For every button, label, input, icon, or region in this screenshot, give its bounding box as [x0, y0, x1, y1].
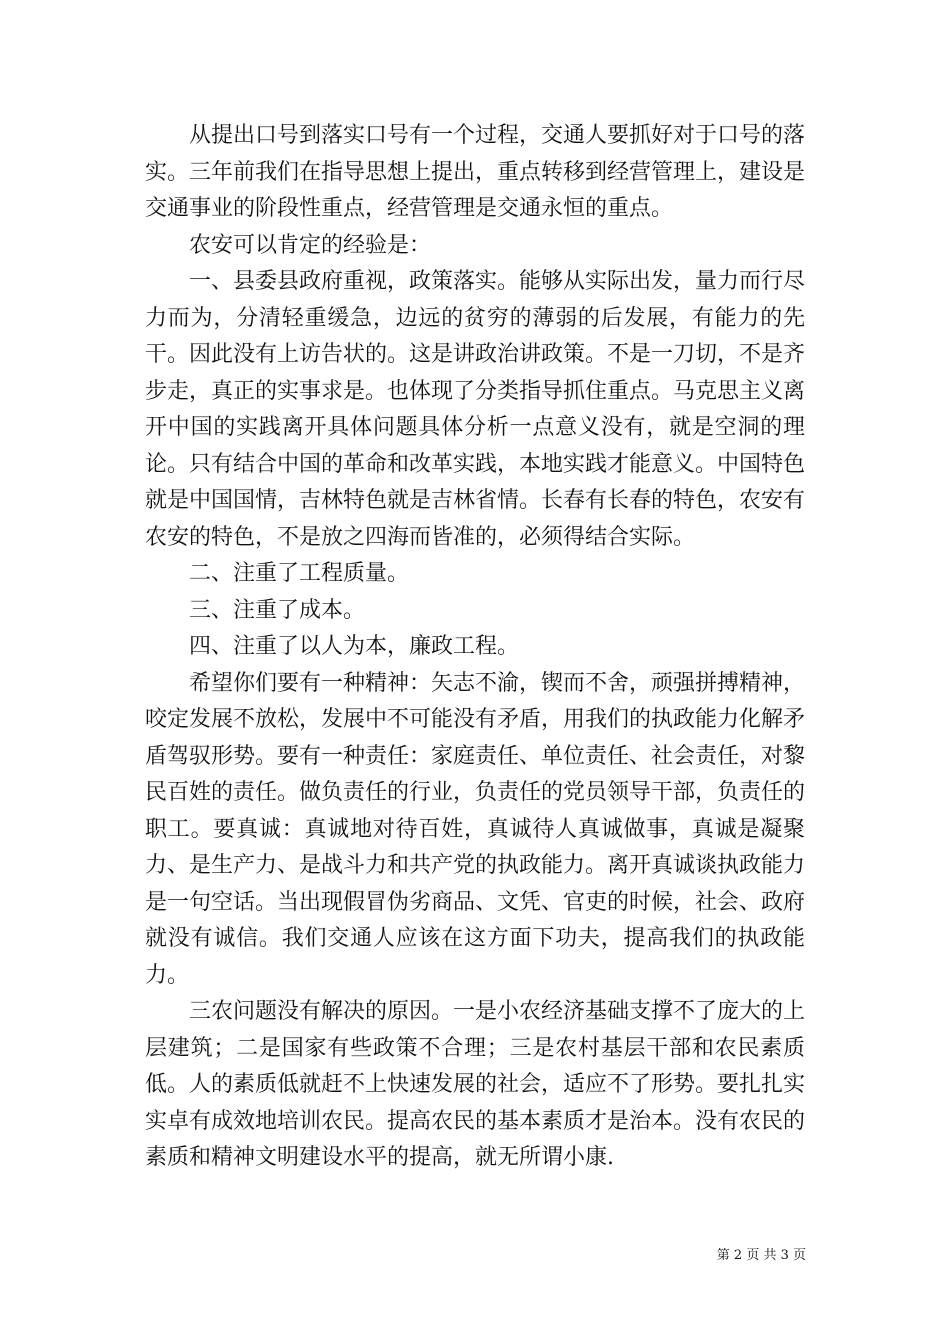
paragraph-point-four: 四、注重了以人为本，廉政工程。 [189, 634, 520, 659]
paragraph-point-two: 二、注重了工程质量。 [189, 561, 410, 586]
paragraph-point-three: 三、注重了成本。 [189, 597, 366, 623]
document-body [145, 118, 805, 1177]
paragraph-sannong: 三农问题没有解决的原因。一是小农经济基础支撑不了庞大的上层建筑；二是国家有些政策不合理；三是农村基层干部和农民素质低。人的素质低就赶不上快速发展的社会，适应不了形势。要扎扎实实卓有成效地培训农民。提高农民的基本素质才是治本。没有农民的素质和精神文明建设水平的提高，就无所谓小康. [145, 999, 806, 1170]
paragraph-experience-heading: 农安可以肯定的经验是： [189, 232, 432, 258]
page-number-footer: 第 2 页 共 3 页 [716, 1248, 806, 1263]
paragraph-point-one: 一、县委县政府重视，政策落实。能够从实际出发，量力而行尽力而为，分清轻重缓急，边远的贫穷的薄弱的后发展，有能力的先干。因此没有上访告状的。这是讲政治讲政策。不是一刀切，不是齐步走，真正的实事求是。也体现了分类指导抓住重点。马克思主义离开中国的实践离开具体问题具体分析一点意义没有，就是空洞的理论。只有结合中国的革命和改革实践，本地实践才能意义。中国特色就是中国国情，吉林特色就是吉林省情。长春有长春的特色，农安有农安的特色，不是放之四海而皆准的，必须得结合实际。 [145, 269, 806, 550]
paragraph-intro: 从提出口号到落实口号有一个过程，交通人要抓好对于口号的落实。三年前我们在指导思想上提出，重点转移到经营管理上，建设是交通事业的阶段性重点，经营管理是交通永恒的重点。 [145, 123, 806, 221]
paragraph-hope: 希望你们要有一种精神：矢志不渝，锲而不舍，顽强拼搏精神，咬定发展不放松，发展中不可能没有矛盾，用我们的执政能力化解矛盾驾驭形势。要有一种责任：家庭责任、单位责任、社会责任，对黎民百姓的责任。做负责任的行业，负责任的党员领导干部，负责任的职工。要真诚：真诚地对待百姓，真诚待人真诚做事，真诚是凝聚力、是生产力、是战斗力和共产党的执政能力。离开真诚谈执政能力是一句空话。当出现假冒伪劣商品、文凭、官吏的时候，社会、政府就没有诚信。我们交通人应该在这方面下功夫，提高我们的执政能力。 [145, 670, 806, 988]
